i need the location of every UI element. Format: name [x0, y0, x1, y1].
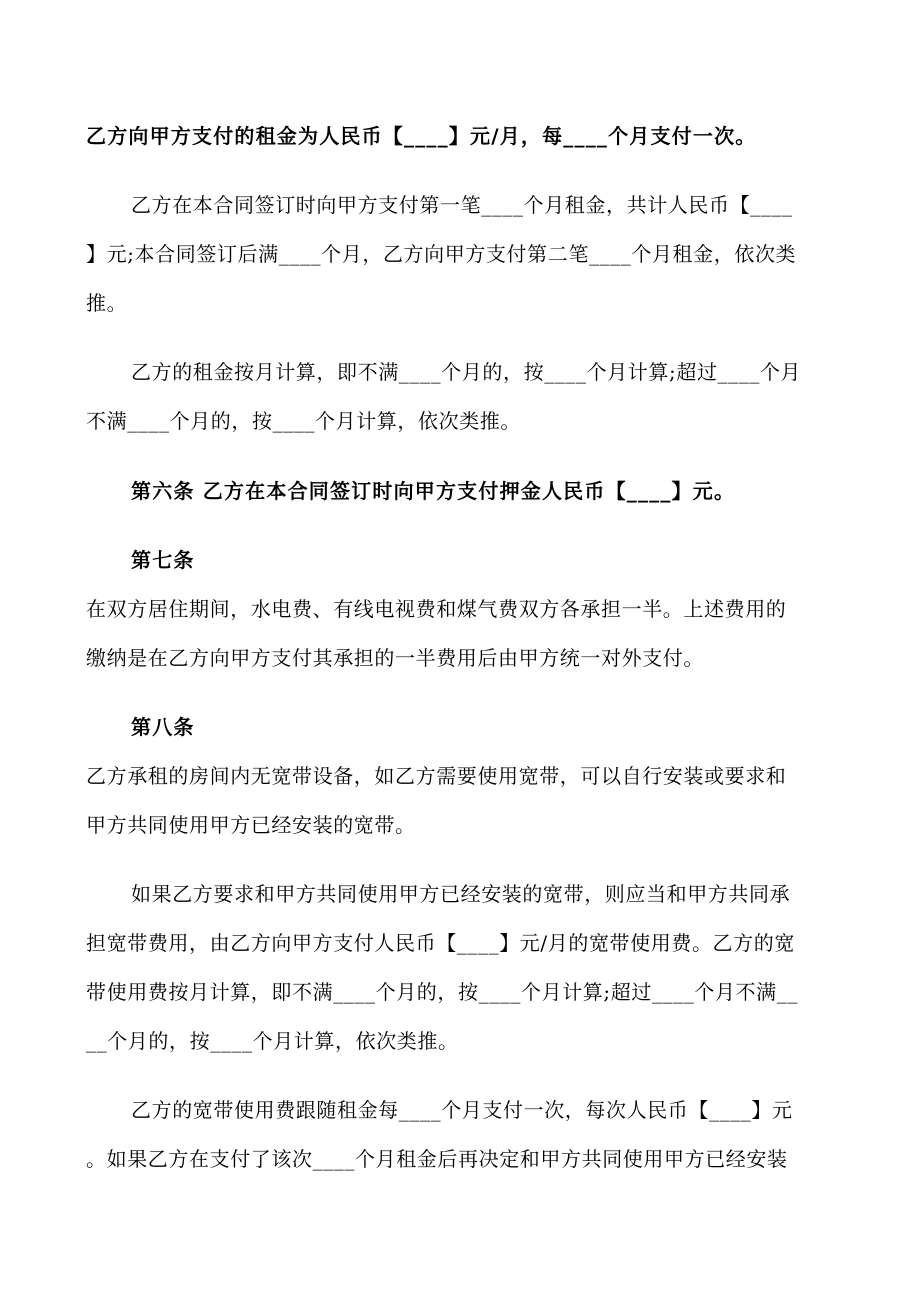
article-eight-heading: 第八条 [131, 715, 195, 739]
paragraph-line: 乙方承租的房间内无宽带设备，如乙方需要使用宽带，可以自行安装或要求和 [86, 764, 787, 788]
paragraph-line: 甲方共同使用甲方已经安装的宽带。 [86, 813, 416, 837]
paragraph-line: 乙方的宽带使用费跟随租金每____个月支付一次，每次人民币【____】元 [131, 1098, 793, 1122]
paragraph-line: 乙方的租金按月计算，即不满____个月的，按____个月计算;超过____个月 [131, 360, 802, 384]
paragraph-line: 在双方居住期间，水电费、有线电视费和煤气费双方各承担一半。上述费用的 [86, 597, 787, 621]
paragraph-line: 推。 [86, 291, 128, 315]
article-six-heading: 第六条 乙方在本合同签订时向甲方支付押金人民币【____】元。 [131, 479, 736, 503]
paragraph-line: __个月的，按____个月计算，依次类推。 [86, 1029, 459, 1053]
paragraph-line: 】元;本合同签订后满____个月，乙方向甲方支付第二笔____个月租金，依次类 [86, 242, 797, 266]
paragraph-line: 如果乙方要求和甲方共同使用甲方已经安装的宽带，则应当和甲方共同承 [131, 882, 791, 906]
paragraph-line: 缴纳是在乙方向甲方支付其承担的一半费用后由甲方统一对外支付。 [86, 646, 704, 670]
paragraph-line: 不满____个月的，按____个月计算，依次类推。 [86, 409, 521, 433]
article-seven-heading: 第七条 [131, 548, 195, 572]
paragraph-line: 担宽带费用，由乙方向甲方支付人民币【____】元/月的宽带使用费。乙方的宽 [86, 931, 795, 955]
paragraph-line: 。如果乙方在支付了该次____个月租金后再决定和甲方共同使用甲方已经安装 [86, 1147, 788, 1171]
paragraph-line: 带使用费按月计算，即不满____个月的，按____个月计算;超过____个月不满__ [86, 980, 798, 1004]
paragraph-line: 乙方在本合同签订时向甲方支付第一笔____个月租金，共计人民币【____ [131, 193, 793, 217]
rent-amount-line: 乙方向甲方支付的租金为人民币【____】元/月，每____个月支付一次。 [86, 124, 757, 148]
